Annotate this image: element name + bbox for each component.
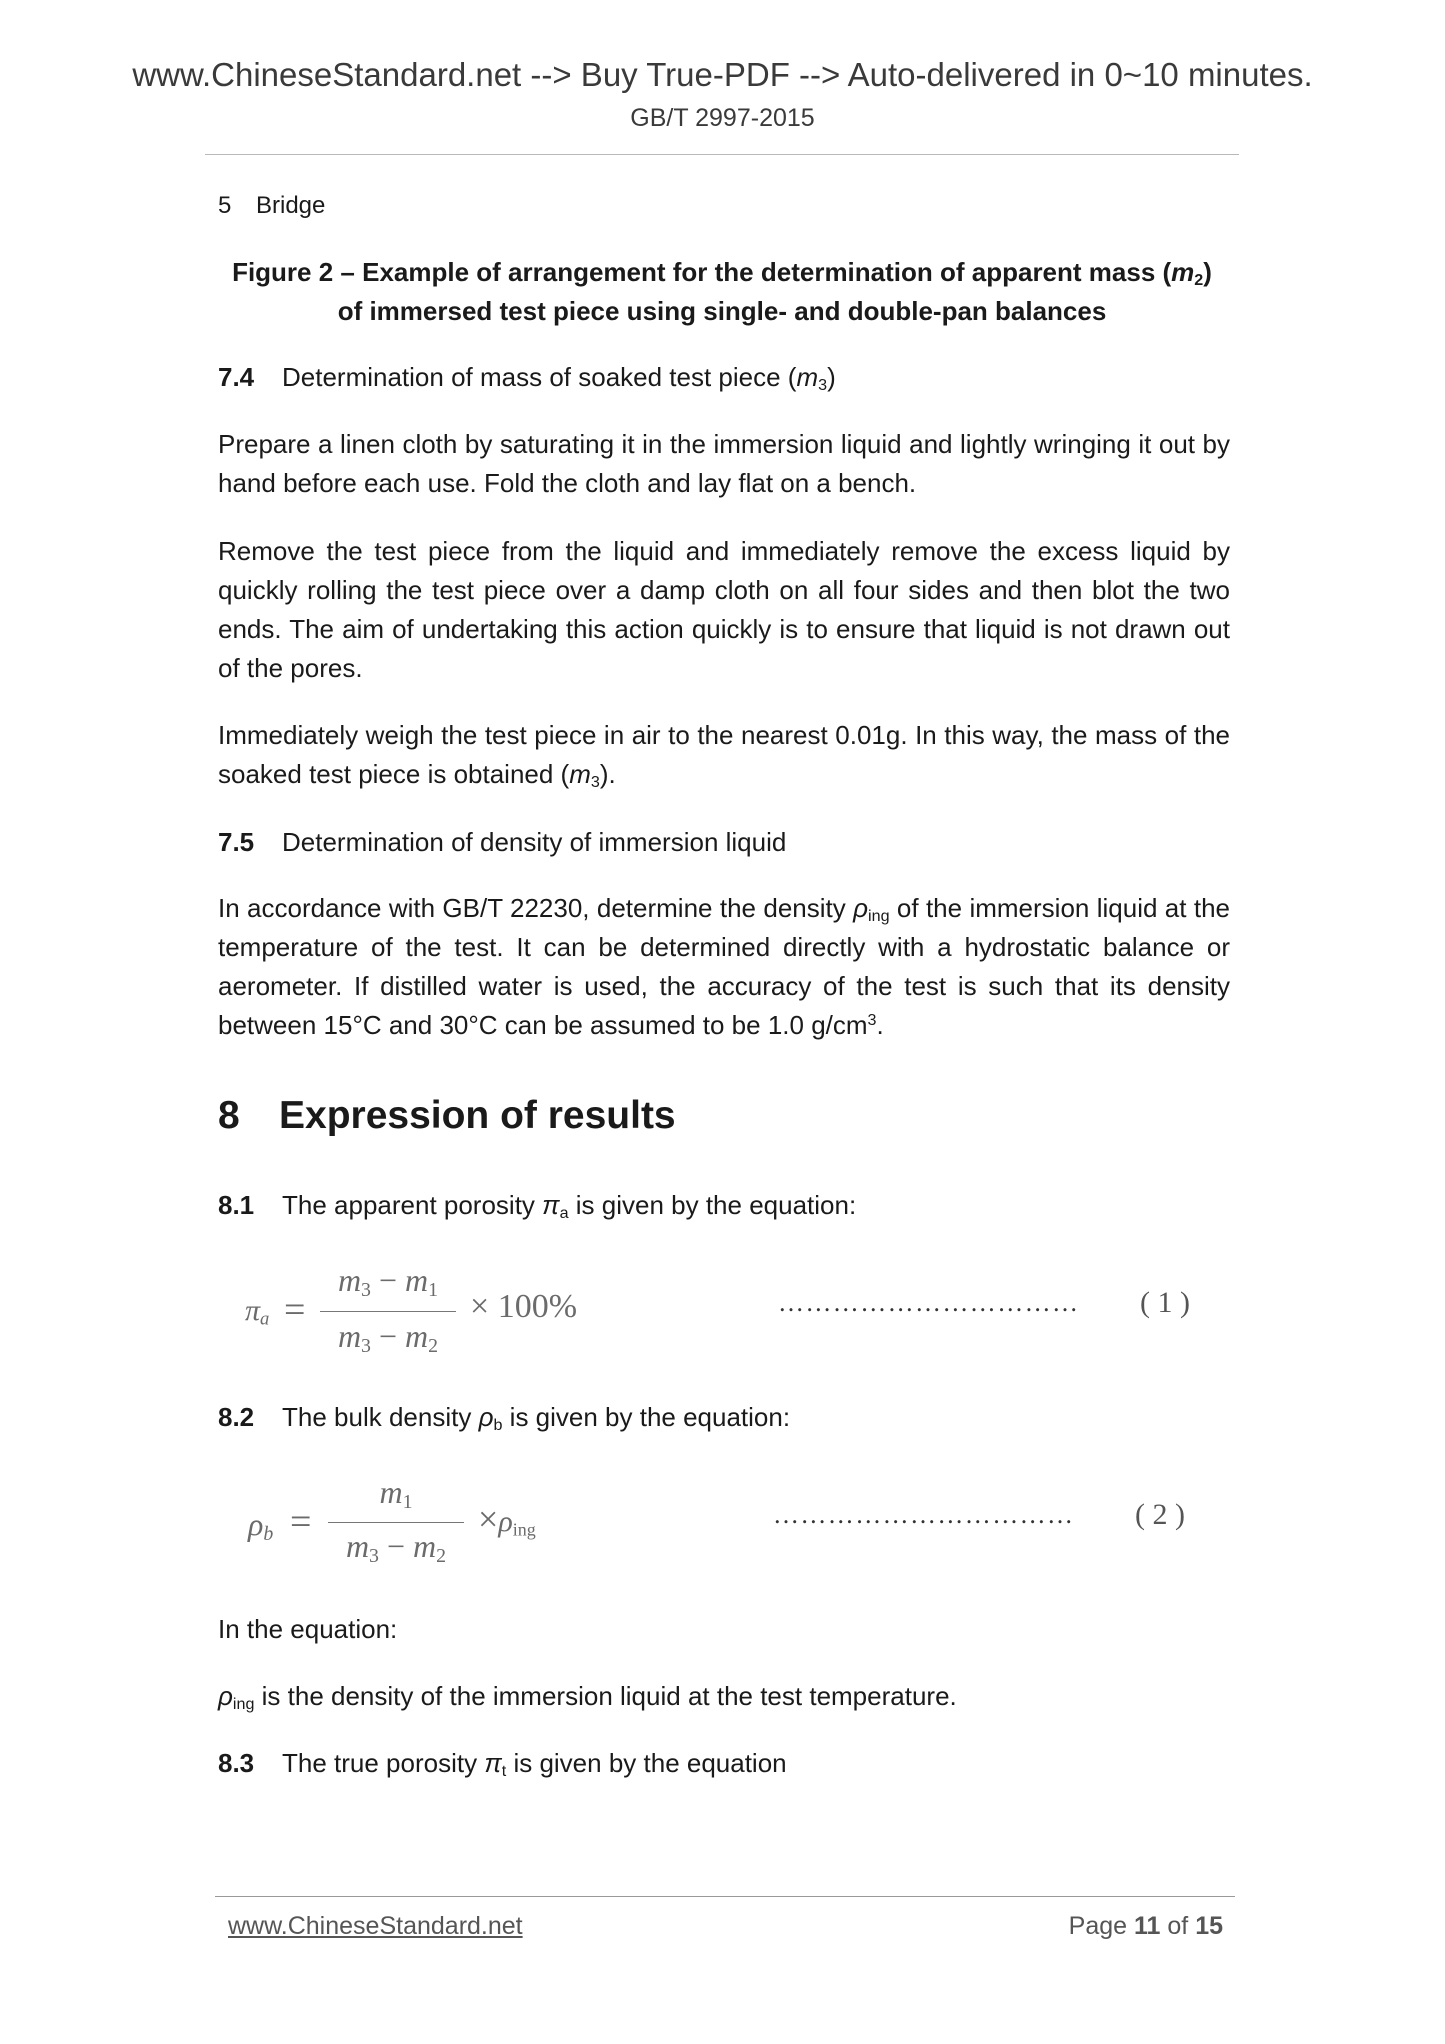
figure-caption	[205, 253, 1239, 331]
eq2-leader-dots: ……………………………	[773, 1500, 1075, 1529]
paragraph-linen-cloth: Prepare a linen cloth by saturating it in the immersion liquid and lightly wringing it out by hand before each use. Fold the cloth and lay flat on a bench.	[218, 429, 1230, 498]
header-rule	[205, 154, 1239, 155]
paragraph-weigh-test-piece: Immediately weigh the test piece in air to the nearest 0.01g. In this way, the mass of the soaked test piece is obtained $(m_3)$.	[218, 720, 1230, 792]
section-number: 8.3	[218, 1748, 255, 1778]
legend-label: Bridge	[256, 192, 326, 219]
eq2-number: ( 2 )	[1135, 1498, 1185, 1531]
section-number: 7.4	[218, 362, 255, 392]
equation-1	[240, 1262, 640, 1362]
eq1-denominator: $m_3 - m_2$	[337, 1318, 439, 1357]
eq2-denominator: $m_3 - m_2$	[345, 1528, 447, 1567]
section-number: 8	[218, 1094, 240, 1137]
eq2-equals: =	[290, 1501, 312, 1543]
eq2-numerator: $m_1$	[379, 1474, 413, 1513]
section-7-4-heading: 7.4 Determination of mass of soaked test piece $(m_3)$	[218, 358, 836, 397]
figure-legend-item	[218, 186, 325, 225]
equation-where-definition: $\rho_{ing}$ is the density of the immersion liquid at the test temperature.	[218, 1681, 957, 1714]
total-pages: 15	[1195, 1912, 1223, 1940]
footer-page-indicator: Page 11 of 15	[1068, 1912, 1223, 1940]
standard-number: GB/T 2997-2015	[630, 104, 815, 132]
figure-caption-line2: of immersed test piece using single- and double-pan balances	[337, 296, 1107, 326]
section-number: 8.2	[218, 1402, 255, 1432]
section-number: 7.5	[218, 827, 255, 857]
figure-caption-line1: Figure 2 – Example of arrangement for the determination of apparent mass $(m_2)$	[232, 257, 1212, 290]
paragraph-liquid-density: In accordance with GB/T 22230, determine the density $\rho_{ing}$ of the immersion liquid at the temperature of the test. It can be determined directly with a hydrostatic balance or aerometer. If distilled water is used, the accuracy of the test is such that its density between 15°C and 30°C can be assumed to be 1.0 $g/cm^3$.	[218, 893, 1230, 1040]
eq1-leader-dots: ……………………………	[778, 1288, 1080, 1317]
eq2-fraction-bar	[328, 1522, 464, 1523]
header-banner: www.ChineseStandard.net --> Buy True-PDF --> Auto-delivered in 0~10 minutes.	[132, 56, 1313, 93]
section-7-5-heading: 7.5 Determination of density of immersion liquid	[218, 823, 786, 862]
eq1-equals: =	[284, 1289, 306, 1331]
eq1-numerator: $m_3 - m_1$	[337, 1262, 439, 1301]
section-8-2-text: 8.2 The bulk density $\rho_b$ is given by the equation:	[218, 1398, 790, 1437]
current-page: 11	[1133, 1912, 1161, 1940]
eq1-lhs: $\pi_a$	[245, 1294, 270, 1330]
section-number: 8.1	[218, 1190, 255, 1220]
eq1-number: ( 1 )	[1140, 1286, 1190, 1319]
paragraph-remove-test-piece: Remove the test piece from the liquid and immediately remove the excess liquid by quickly rolling the test piece over a damp cloth on all four sides and then blot the two ends. The aim of undertaking this action quickly is to ensure that liquid is not drawn out of the pores.	[218, 536, 1230, 683]
section-8-heading: 8 Expression of results	[218, 1094, 676, 1137]
equation-where-intro: In the equation:	[218, 1614, 398, 1644]
eq1-fraction-bar	[320, 1311, 456, 1312]
eq2-factor: $\times\rho_{ing}$	[478, 1499, 536, 1540]
footer-rule	[215, 1896, 1235, 1897]
eq2-lhs: $\rho_b$	[248, 1506, 274, 1545]
section-8-1-text: 8.1 The apparent porosity $\pi_a$ is given by the equation:	[218, 1186, 856, 1225]
section-8-3-text: 8.3 The true porosity $\pi_t$ is given by the equation	[218, 1744, 787, 1783]
eq1-factor: × 100%	[470, 1288, 578, 1325]
equation-2	[246, 1476, 646, 1576]
legend-number: 5	[218, 192, 232, 219]
footer-website-link[interactable]: www.ChineseStandard.net	[228, 1912, 523, 1940]
